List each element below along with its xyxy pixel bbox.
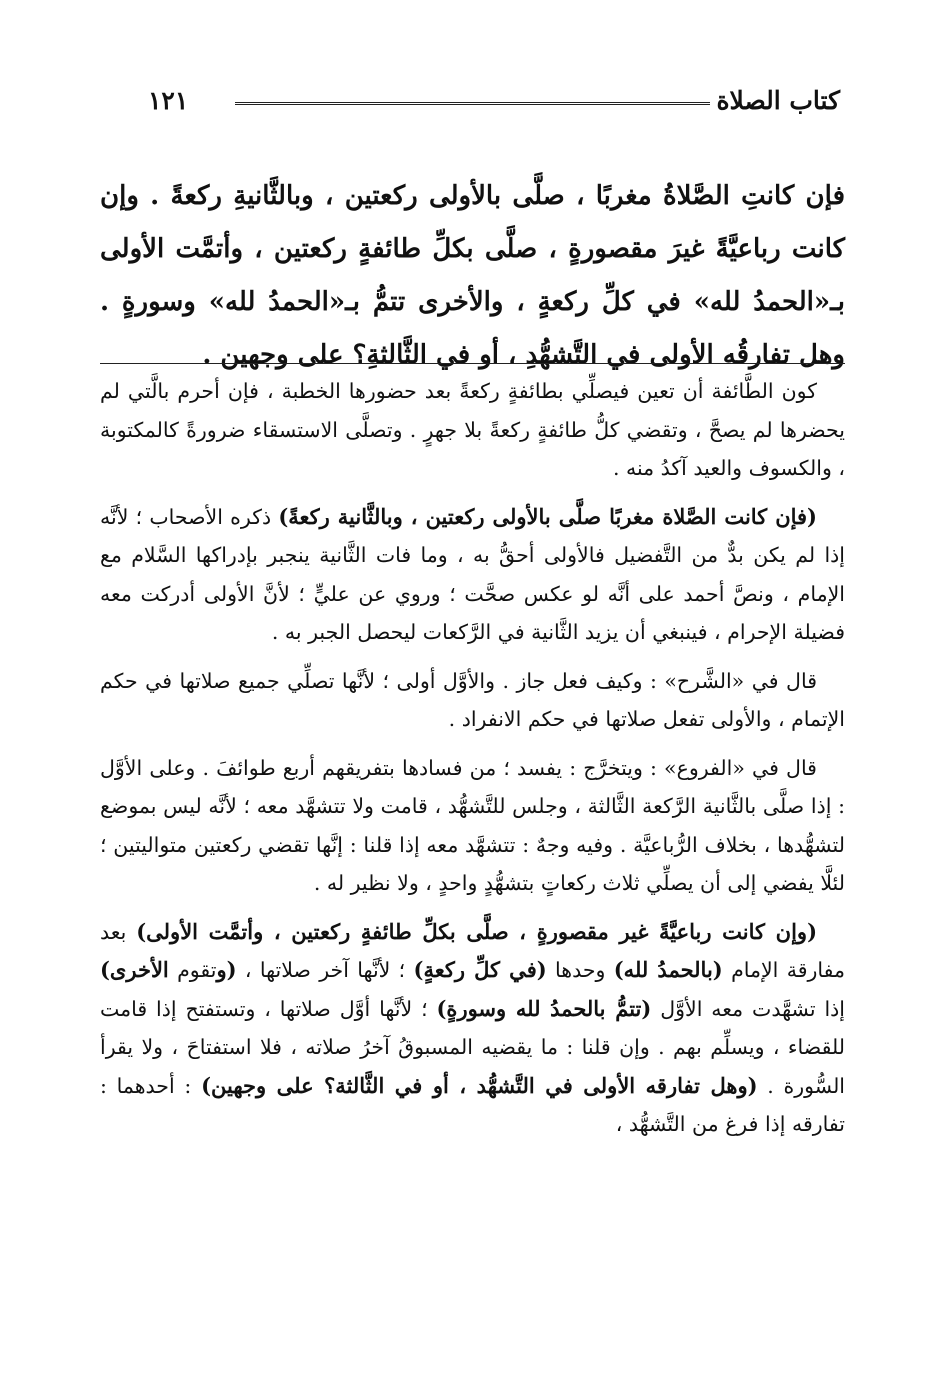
quoted-matn: (تتمُّ بالحمدُ لله وسورةٍ) xyxy=(436,995,652,1021)
commentary-text: بعد مفارقة الإمام xyxy=(100,919,846,982)
commentary xyxy=(100,372,845,1154)
commentary-text: قال في «الشَّرح» : وكيف فعل جاز . والأوَّل أولى ؛ لأنَّها تصلِّي جميع صلاتها في حكم الإتمام ، والأولى تفعل صلاتها في حكم الانفراد . xyxy=(100,668,845,731)
quoted-matn: (وإن كانت رباعيَّةً غير مقصورةٍ ، صلَّى بكلِّ طائفةٍ ركعتين ، وأتمَّت الأولى) xyxy=(136,918,818,944)
commentary-text: قال في «الفروع» : ويتخرَّج : يفسد ؛ من فسادها بتفريقهم أربع طوائفَ . وعلى الأوَّل : إذا صلَّى بالثَّانية الرَّكعة الثَّالثة ، وجلس للتَّشهُّد ، قامت ولا تتشهَّد معه ؛ لأنَّه ليس بموضع لتشهُّدها ، بخلاف الرُّباعيَّة . وفيه وجهٌ : تتشهَّد معه إذا قلنا : إنَّها تقضي ركعتين متواليتين ؛ لئلَّا يفضي إلى أن يصلِّي ثلاث ركعاتٍ بتشهُّدٍ واحدٍ ، ولا نظير له . xyxy=(100,755,845,895)
commentary-paragraph xyxy=(100,662,845,739)
commentary-text: وحدها xyxy=(546,958,614,982)
commentary-text: ؛ لأنَّها آخر صلاتها ، xyxy=(236,958,414,982)
quoted-matn: الأخرى) xyxy=(100,957,169,982)
commentary-text: كون الطَّائفة أن تعين فيصلِّي بطائفةٍ ركعةً بعد حضورها الخطبة ، فإن أحرم بالَّتي لم يحضرها لم يصحَّ ، وتقضي كلُّ طائفةٍ ركعةً بلا جهرٍ . وتصلَّى الاستسقاء ضرورةً كالمكتوبة ، والكسوف والعيد آكدُ منه . xyxy=(100,379,845,480)
commentary-text: ؛ لأنَّها أوَّل صلاتها ، وتستفتح إذا قامت للقضاء ، ويسلِّم بهم . وإن قلنا : ما يقضيه المسبوقُ آخرُ صلاته ، فلا استفتاحَ ، ولا يقرأ السُّورة . xyxy=(100,996,846,1098)
commentary-text: إذا تشهَّدت معه الأوَّل xyxy=(651,996,845,1021)
chapter-title: كتاب الصلاة xyxy=(716,86,840,115)
quoted-matn: (وهل تفارقه الأولى في التَّشهُّد ، أو في الثَّالثة؟ على وجهين) xyxy=(201,1072,758,1098)
quoted-matn: (و xyxy=(216,957,237,982)
text-divider xyxy=(100,363,845,364)
page-header xyxy=(140,82,840,122)
commentary-paragraph xyxy=(100,913,845,1144)
main-text: فإن كانتِ الصَّلاةُ مغربًا ، صلَّى بالأولى ركعتين ، وبالثَّانيةِ ركعةً . وإن كانت رباعيَّةً غيرَ مقصورةٍ ، صلَّى بكلِّ طائفةٍ ركعتين ، وأتمَّت الأولى بـ«الحمدُ لله» في كلِّ ركعةٍ ، والأخرى تتمُّ بـ«الحمدُ لله» وسورةٍ . وهل تفارقُه الأولى في التَّشهُّدِ ، أو في الثَّالثةِ؟ على وجهين . xyxy=(100,181,845,370)
commentary-text: تقوم xyxy=(168,958,217,982)
commentary-paragraph xyxy=(100,372,845,488)
commentary-text: ذكره الأصحاب ؛ لأنَّه إذا لم يكن بدٌّ من التَّفضيل فالأولى أحقُّ به ، وما فات الثَّانية ينجبر بإدراكها السَّلام مع الإمام ، ونصَّ أحمد على أنَّه لو عكس صحَّت ؛ وروي عن عليٍّ ؛ لأنَّ الأولى أدركت معه فضيلة الإحرام ، فينبغي أن يزيد الثَّانية في الرَّكعات ليحصل الجبر به . xyxy=(100,504,845,644)
commentary-text: : أحدهما : تفارقه إذا فرغ من التَّشهُّد ، xyxy=(100,1073,845,1136)
commentary-paragraph xyxy=(100,749,845,903)
page-number: ١٢١ xyxy=(148,86,189,115)
quoted-matn: (بالحمدُ لله) xyxy=(613,957,723,982)
quoted-matn: (فإن كانت الصَّلاة مغربًا صلَّى بالأولى ركعتين ، وبالثَّانية ركعةً) xyxy=(278,503,817,529)
quoted-matn: (في كلِّ ركعةٍ) xyxy=(413,957,547,982)
commentary-paragraph xyxy=(100,498,845,652)
header-rule xyxy=(235,102,710,105)
